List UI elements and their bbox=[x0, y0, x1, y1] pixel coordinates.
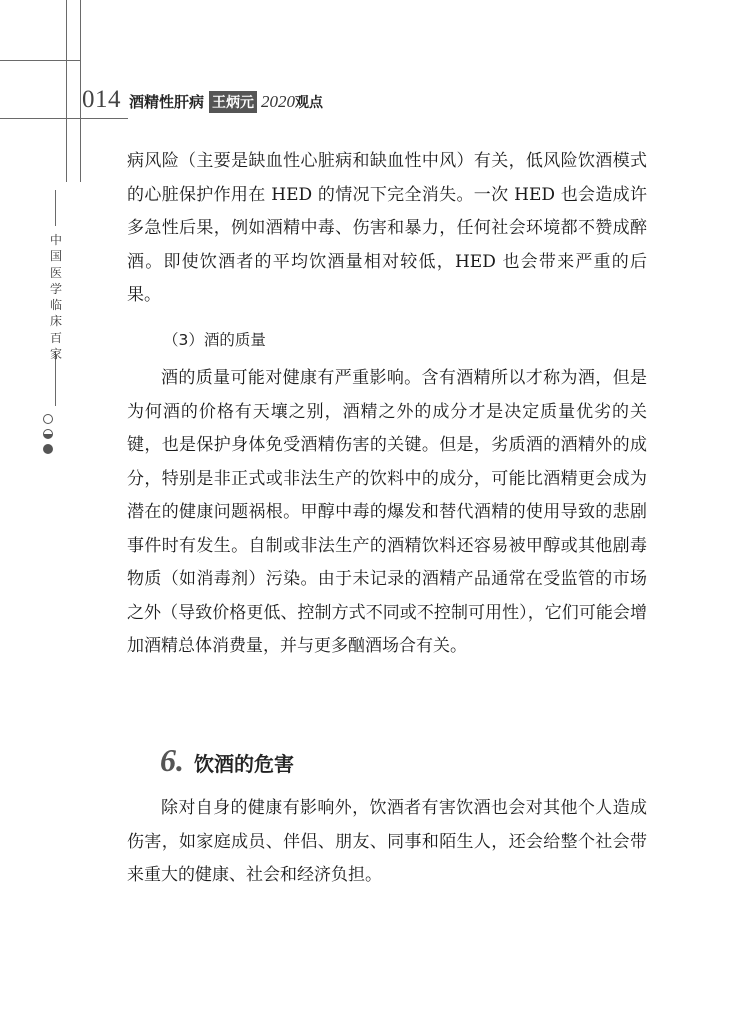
year-label: 2020 bbox=[261, 92, 296, 111]
paragraph-continued: 病风险（主要是缺血性心脏病和缺血性中风）有关，低风险饮酒模式的心脏保护作用在 HED 的情况下完全消失。一次 HED 也会造成许多急性后果，例如酒精中毒、伤害和暴力，任何社会环境都不赞成醉酒。即使饮酒者的平均饮酒量相对较低，HED 也会带来严重的后果。 bbox=[127, 151, 647, 305]
side-title-char: 床 bbox=[49, 314, 62, 329]
paragraph-harm: 除对自身的健康有影响外，饮酒者有害饮酒也会对其他个人造成伤害，如家庭成员、伴侣、朋友、同事和陌生人，还会给整个社会带来重大的健康、社会和经济负担。 bbox=[127, 798, 647, 885]
page-number: 014 bbox=[82, 86, 121, 113]
header-suffix: 观点 bbox=[295, 95, 324, 111]
running-header bbox=[82, 86, 323, 114]
section-title: 饮酒的危害 bbox=[194, 752, 294, 776]
subheading-wine-quality: （3）酒的质量 bbox=[163, 331, 266, 349]
paragraph-wine-quality: 酒的质量可能对健康有严重影响。含有酒精所以才称为酒，但是为何酒的价格有天壤之别，酒精之外的成分才是决定质量优劣的关键，也是保护身体免受酒精伤害的关键。但是，劣质酒的酒精外的成分，特别是非正式或非法生产的饮料中的成分，可能比酒精更会成为潜在的健康问题祸根。甲醇中毒的爆发和替代酒精的使用导致的悲剧事件时有发生。自制或非法生产的酒精饮料还容易被甲醇或其他剧毒物质（如消毒剂）污染。由于未记录的酒精产品通常在受监管的市场之外（导致价格更低、控制方式不同或不控制可用性），它们可能会增加酒精总体消费量，并与更多酗酒场合有关。 bbox=[127, 368, 647, 656]
header-rule bbox=[0, 118, 128, 119]
side-title-char: 中 bbox=[49, 233, 62, 247]
side-title-char: 国 bbox=[49, 249, 62, 264]
author-badge: 王炳元 bbox=[209, 91, 257, 113]
book-title: 酒精性肝病 bbox=[129, 93, 205, 111]
side-title-char: 家 bbox=[49, 347, 62, 362]
side-title-char: 学 bbox=[49, 281, 62, 296]
section-number: 6. bbox=[160, 742, 184, 778]
side-series-title bbox=[49, 232, 63, 362]
filled-circle-icon bbox=[43, 444, 53, 454]
frame-horizontal-line-1 bbox=[0, 60, 80, 61]
side-title-char: 临 bbox=[49, 298, 62, 313]
empty-circle-icon bbox=[43, 414, 53, 424]
section-heading bbox=[160, 742, 294, 779]
paragraph-block-3 bbox=[127, 792, 647, 893]
frame-vertical-line-1 bbox=[66, 0, 67, 182]
side-title-char: 百 bbox=[49, 330, 62, 345]
side-divider-top bbox=[55, 190, 56, 226]
paragraph-block-1 bbox=[127, 145, 647, 313]
paragraph-block-2 bbox=[127, 362, 647, 664]
frame-vertical-line-2 bbox=[80, 0, 81, 182]
side-title-char: 医 bbox=[49, 265, 62, 280]
half-filled-circle-icon bbox=[43, 429, 53, 439]
